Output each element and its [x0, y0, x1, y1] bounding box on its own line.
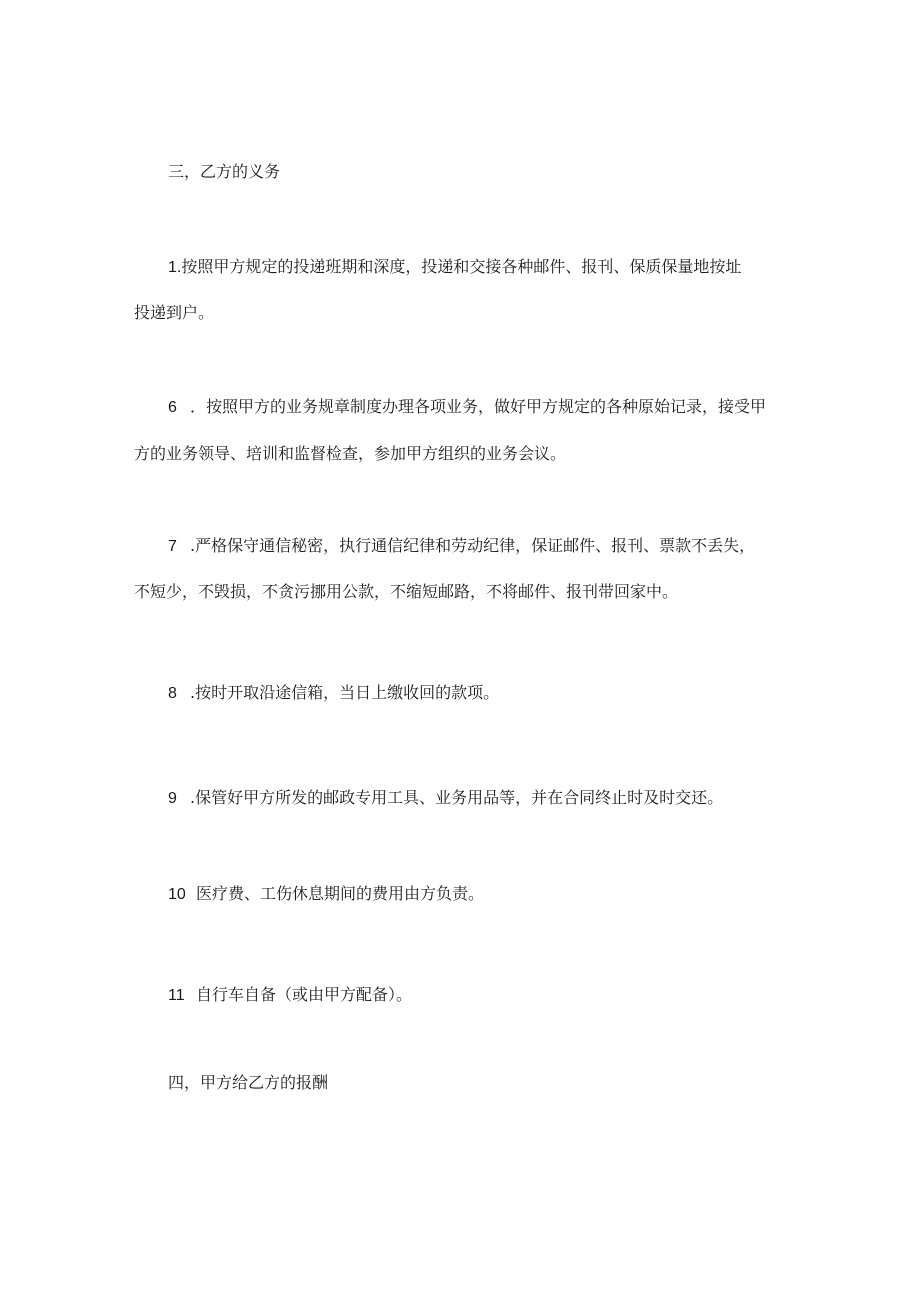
item-number: 8 [168, 685, 177, 702]
item-number: 1. [168, 259, 182, 276]
item-number: 6 [168, 399, 177, 416]
item-text: .按时开取沿途信箱，当日上缴收回的款项。 [190, 683, 500, 702]
item-text: 按照甲方规定的投递班期和深度，投递和交接各种邮件、报刊、保质保量地按址 [181, 257, 742, 276]
list-item-1 [168, 257, 741, 278]
item-number: 11 [168, 987, 185, 1004]
item-text: .保管好甲方所发的邮政专用工具、业务用品等，并在合同终止时及时交还。 [190, 788, 724, 807]
list-item-7-continuation: 不短少，不毁损，不贪污挪用公款，不缩短邮路，不将邮件、报刊带回家中。 [134, 582, 679, 601]
list-item-7 [168, 536, 755, 557]
list-item-9 [168, 788, 723, 809]
item-text: 医疗费、工伤休息期间的费用由方负责。 [196, 884, 485, 903]
list-item-6 [168, 397, 766, 418]
item-text: 自行车自备（或由甲方配备）。 [196, 985, 413, 1004]
section-heading-4: 四，甲方给乙方的报酬 [168, 1073, 329, 1092]
item-number: 7 [168, 538, 177, 555]
item-number: 10 [168, 886, 186, 903]
list-item-1-continuation: 投递到户。 [134, 303, 215, 322]
list-item-8 [168, 683, 499, 704]
list-item-6-continuation: 方的业务领导、培训和监督检查，参加甲方组织的业务会议。 [134, 444, 567, 463]
item-text: .严格保守通信秘密，执行通信纪律和劳动纪律，保证邮件、报刊、票款不丢失， [190, 536, 756, 555]
list-item-10 [168, 884, 484, 905]
item-number: 9 [168, 790, 177, 807]
item-text: ．按照甲方的业务规章制度办理各项业务，做好甲方规定的各种原始记录，接受甲 [190, 397, 767, 416]
section-heading-3: 三，乙方的义务 [168, 162, 281, 181]
list-item-11 [168, 985, 412, 1006]
